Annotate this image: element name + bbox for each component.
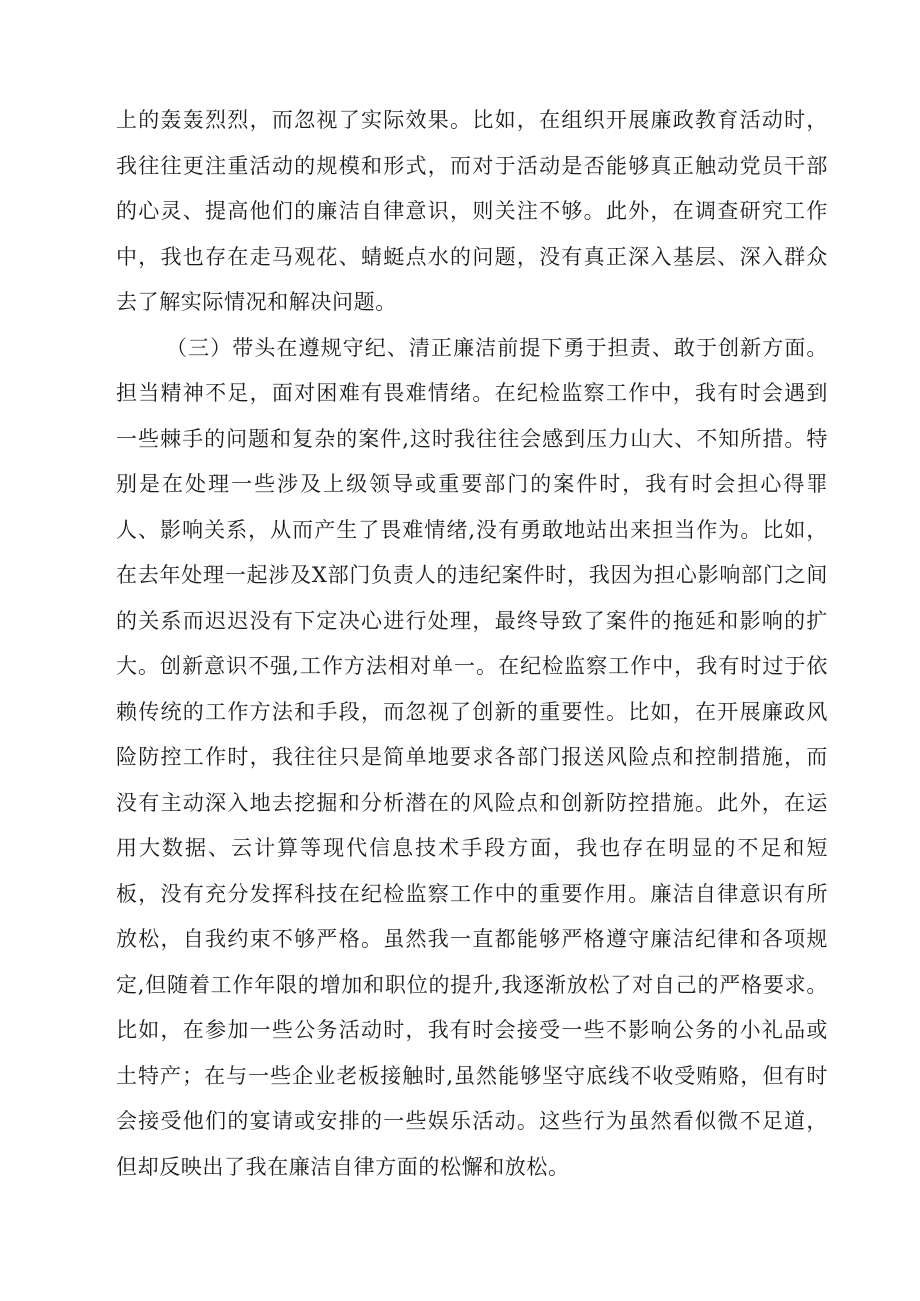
paragraph-section-three: （三）带头在遵规守纪、清正廉洁前提下勇于担责、敢于创新方面。担当精神不足，面对困难有畏难情绪。在纪检监察工作中，我有时会遇到一些棘手的问题和复杂的案件,这时我往往会感到压力山大、不知所措。特别是在处理一些涉及上级领导或重要部门的案件时，我有时会担心得罪人、影响关系，从而产生了畏难情绪,没有勇敢地站出来担当作为。比如，在去年处理一起涉及X部门负责人的违纪案件时，我因为担心影响部门之间的关系而迟迟没有下定决心进行处理，最终导致了案件的拖延和影响的扩大。创新意识不强,工作方法相对单一。在纪检监察工作中，我有时过于依赖传统的工作方法和手段，而忽视了创新的重要性。比如，在开展廉政风险防控工作时，我往往只是简单地要求各部门报送风险点和控制措施，而没有主动深入地去挖掘和分析潜在的风险点和创新防控措施。此外，在运用大数据、云计算等现代信息技术手段方面，我也存在明显的不足和短板，没有充分发挥科技在纪检监察工作中的重要作用。廉洁自律意识有所放松，自我约束不够严格。虽然我一直都能够严格遵守廉洁纪律和各项规定,但随着工作年限的增加和职位的提升,我逐渐放松了对自己的严格要求。比如，在参加一些公务活动时，我有时会接受一些不影响公务的小礼品或土特产；在与一些企业老板接触时,虽然能够坚守底线不收受贿赂，但有时会接受他们的宴请或安排的一些娱乐活动。这些行为虽然看似微不足道，但却反映出了我在廉洁自律方面的松懈和放松。 [116,335,828,1179]
paragraph-continued: 上的轰轰烈烈，而忽视了实际效果。比如，在组织开展廉政教育活动时，我往往更注重活动的规模和形式，而对于活动是否能够真正触动党员干部的心灵、提高他们的廉洁自律意识，则关注不够。此外，在调查研究工作中，我也存在走马观花、蜻蜓点水的问题，没有真正深入基层、深入群众去了解实际情况和解决问题。 [116,108,828,314]
document-body [116,98,828,1190]
